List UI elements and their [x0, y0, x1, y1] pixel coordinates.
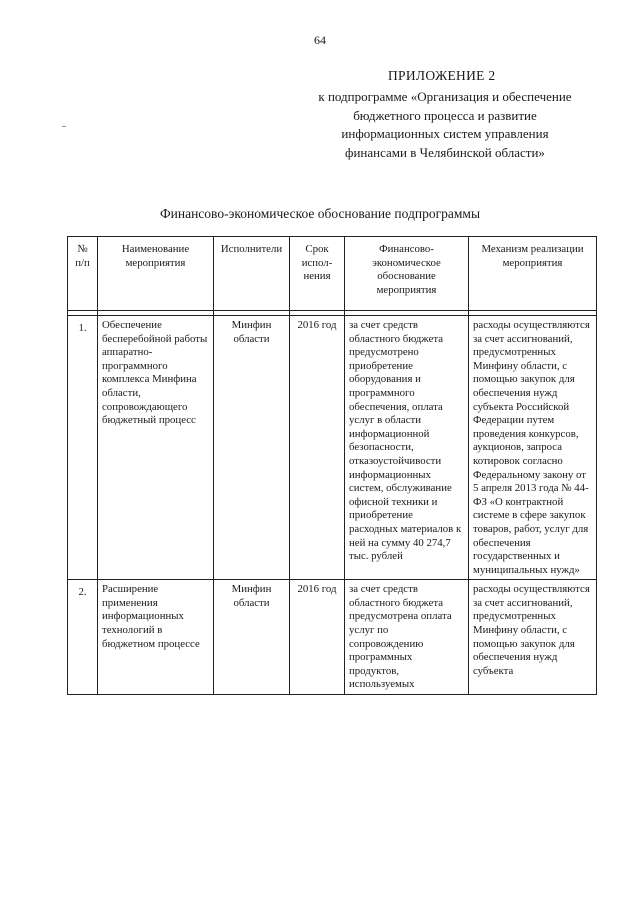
table-header-row: [68, 237, 597, 311]
row-num: 1.: [68, 316, 98, 580]
row-num: 2.: [68, 580, 98, 695]
page-number: 64: [314, 33, 326, 47]
appendix-subtitle: к подпрограмме «Организация и обеспечение бюджетного процесса и развитие информационных систем управления финансами в Челябинской области»: [318, 89, 572, 160]
row-term: 2016 год: [290, 316, 345, 580]
row-financing: за счет средств областного бюджета предусмотрено приобретение оборудования и программного обеспечения, оплата услуг в области информационной безопасности, отказоустойчивости информационных систем, обслуживание офисной техники и приобретение расходных материалов к ней на сумму 40 274,7 тыс. рублей: [345, 316, 469, 580]
header-executor: Исполнители: [214, 237, 290, 311]
justification-table: [67, 236, 597, 695]
header-term: Срок испол-нения: [290, 237, 345, 311]
row-mechanism: расходы осуществляются за счет ассигнований, предусмотренных Минфину области, с помощью закупок для обеспечения нужд субъекта: [469, 580, 597, 695]
header-financing: Финансово-экономическое обоснование мероприятия: [345, 237, 469, 311]
table-row: [68, 580, 597, 695]
row-name: Расширение применения информационных технологий в бюджетном процессе: [98, 580, 214, 695]
margin-mark: [62, 126, 66, 127]
row-term: 2016 год: [290, 580, 345, 695]
row-executor: Минфин области: [214, 316, 290, 580]
row-financing: за счет средств областного бюджета предусмотрена оплата услуг по сопровождению программных продуктов, используемых: [345, 580, 469, 695]
row-name: Обеспечение бесперебойной работы аппаратно-программного комплекса Минфина области, сопровождающего бюджетный процесс: [98, 316, 214, 580]
appendix-title: ПРИЛОЖЕНИЕ 2: [388, 68, 496, 83]
table-row: [68, 316, 597, 580]
row-executor: Минфин области: [214, 580, 290, 695]
header-num: № п/п: [68, 237, 98, 311]
header-name: Наименование мероприятия: [98, 237, 214, 311]
row-mechanism: расходы осуществляются за счет ассигнований, предусмотренных Минфину области, с помощью закупок для обеспечения нужд субъекта Российской Федерации путем проведения конкурсов, аукционов, запроса котировок согласно Федеральному закону от 5 апреля 2013 года № 44-ФЗ «О контрактной системе в сфере закупок товаров, работ, услуг для обеспечения государственных и муниципальных нужд»: [469, 316, 597, 580]
document-heading: Финансово-экономическое обоснование подпрограммы: [159, 206, 481, 221]
header-mechanism: Механизм реализации мероприятия: [469, 237, 597, 311]
